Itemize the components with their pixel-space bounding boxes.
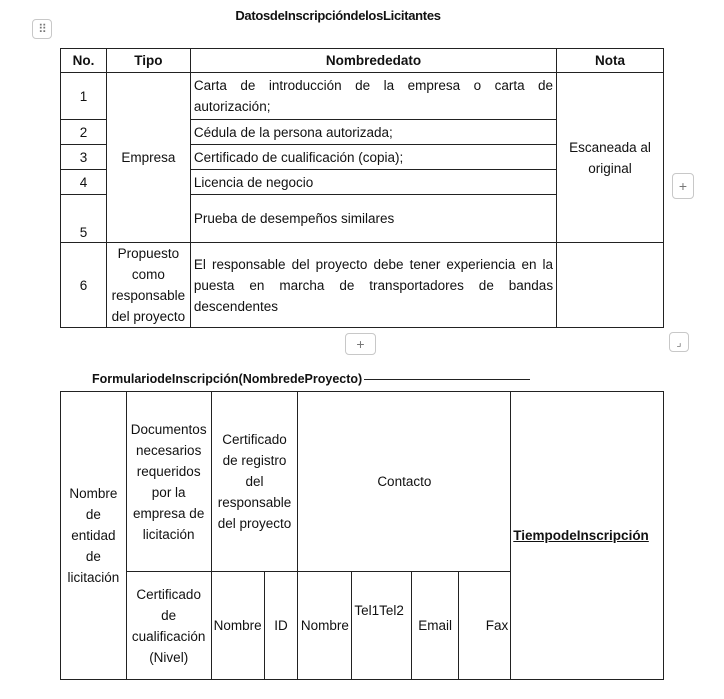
nombre-entidad-cell: Nombre de entidad de licitación <box>61 392 127 680</box>
nombre-contacto-cell: Nombre <box>298 572 352 680</box>
tiempo-inscripcion-cell: TiempodeInscripción <box>511 392 664 680</box>
dato-cell: Cédula de la persona autorizada; <box>190 120 556 145</box>
bidder-data-table <box>60 48 664 328</box>
table1-title: DatosdeInscripcióndelosLicitantes <box>235 8 441 23</box>
nombre-cell: Nombre <box>211 572 264 680</box>
table2-title: FormulariodeInscripción(NombredeProyecto) <box>92 372 363 386</box>
row-number: 6 <box>61 243 107 328</box>
header-tipo: Tipo <box>106 49 190 73</box>
id-cell: ID <box>264 572 298 680</box>
tipo-responsable: Propuesto como responsable del proyecto <box>106 243 190 328</box>
header-no: No. <box>61 49 107 73</box>
title-underline <box>364 379 530 380</box>
tel-cell: Tel1Tel2 <box>352 572 412 680</box>
table-header-row <box>61 49 664 73</box>
row-number: 2 <box>61 120 107 145</box>
dato-cell: Prueba de desempeños similares <box>190 195 556 243</box>
table-row <box>61 392 664 572</box>
dato-cell: Carta de introducción de la empresa o carta de autorización; <box>190 73 556 120</box>
header-nota: Nota <box>557 49 664 73</box>
table-resize-icon[interactable]: ⌟ <box>669 332 689 352</box>
row-number: 3 <box>61 145 107 170</box>
row-number: 4 <box>61 170 107 195</box>
tipo-empresa: Empresa <box>106 73 190 243</box>
table-drag-handle-icon[interactable]: ⠿ <box>32 19 52 39</box>
nota-cell: Escaneada al original <box>557 73 664 243</box>
certificado-registro-cell: Certificado de registro del responsable del proyecto <box>211 392 298 572</box>
certificado-cualificacion-cell: Certificado de cualificación (Nivel) <box>126 572 211 680</box>
row-number: 5 <box>61 195 107 243</box>
fax-cell: Fax <box>458 572 510 680</box>
table-row <box>61 243 664 328</box>
table-row <box>61 73 664 120</box>
email-cell: Email <box>412 572 459 680</box>
row-number: 1 <box>61 73 107 120</box>
contacto-cell: Contacto <box>298 392 511 572</box>
dato-cell: El responsable del proyecto debe tener experiencia en la puesta en marcha de transportadores de bandas descendentes <box>190 243 556 328</box>
table2-title-row <box>92 372 530 386</box>
add-row-button[interactable]: + <box>345 333 376 355</box>
nota-empty-cell <box>557 243 664 328</box>
documentos-cell: Documentos necesarios requeridos por la empresa de licitación <box>126 392 211 572</box>
dato-cell: Certificado de cualificación (copia); <box>190 145 556 170</box>
registration-form-table <box>60 391 664 680</box>
header-nombre-dato: Nombrededato <box>190 49 556 73</box>
add-column-button[interactable]: + <box>672 173 694 199</box>
dato-cell: Licencia de negocio <box>190 170 556 195</box>
